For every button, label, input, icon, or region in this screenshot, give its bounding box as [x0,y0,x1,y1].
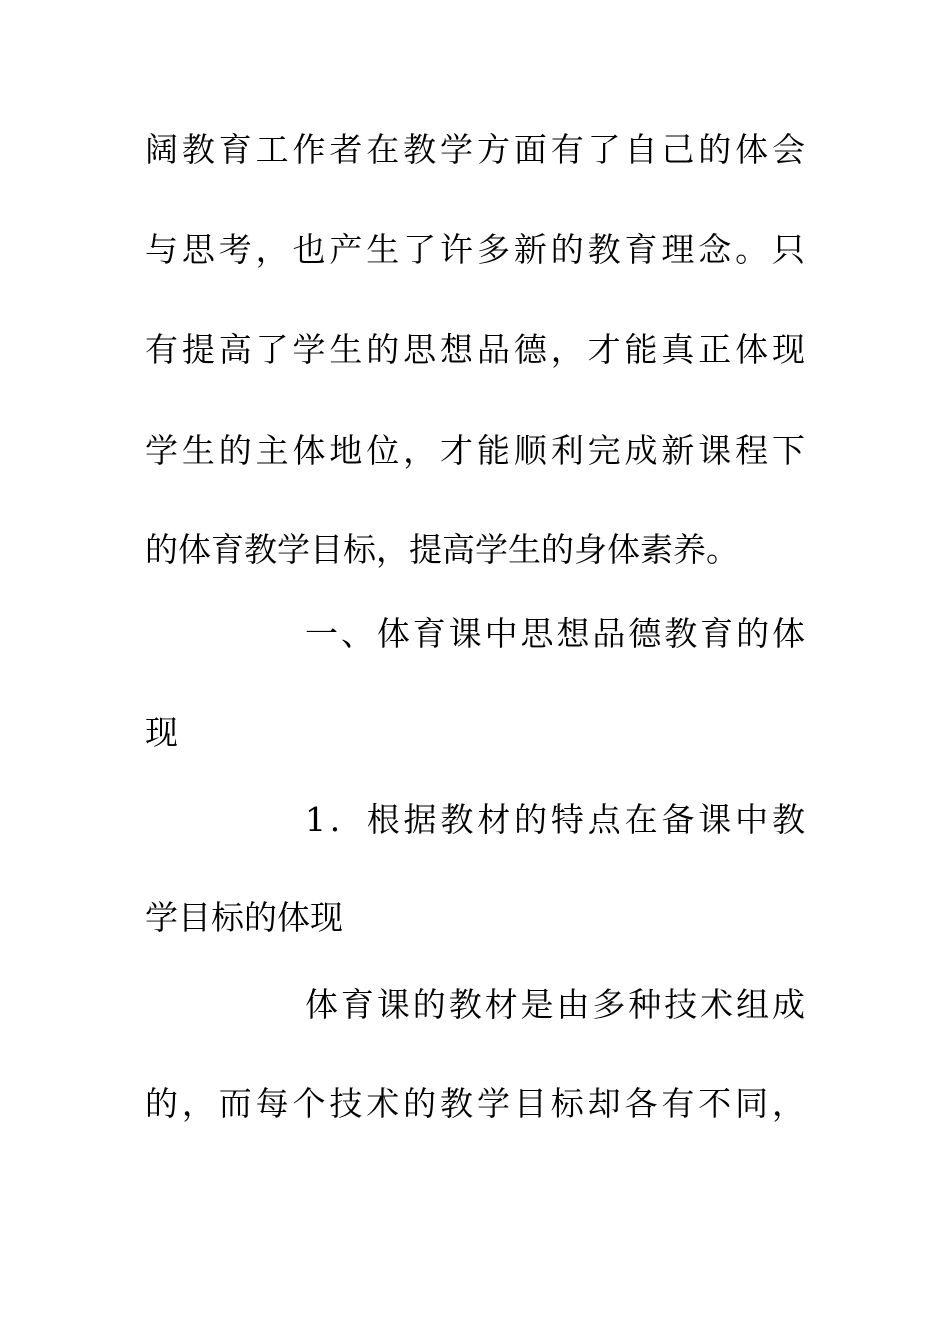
body-text-line: 与思考，也产生了许多新的教育理念。只 [145,230,805,269]
body-text-line: 阔教育工作者在教学方面有了自己的体会 [145,130,805,169]
subsection-heading: 1．根据教材的特点在备课中教 [305,800,805,839]
section-heading: 一、体育课中思想品德教育的体 [305,614,805,653]
body-text-line: 有提高了学生的思想品德，才能真正体现 [145,330,805,369]
paragraph-text-line: 体育课的教材是由多种技术组成 [305,985,805,1024]
paragraph-text-line: 的，而每个技术的教学目标却各有不同， [145,1084,805,1123]
subsection-heading-continued: 学目标的体现 [145,898,343,937]
section-heading-continued: 现 [145,713,178,752]
body-text-line: 的体育教学目标，提高学生的身体素养。 [145,530,739,569]
body-text-line: 学生的主体地位，才能顺利完成新课程下 [145,431,805,470]
